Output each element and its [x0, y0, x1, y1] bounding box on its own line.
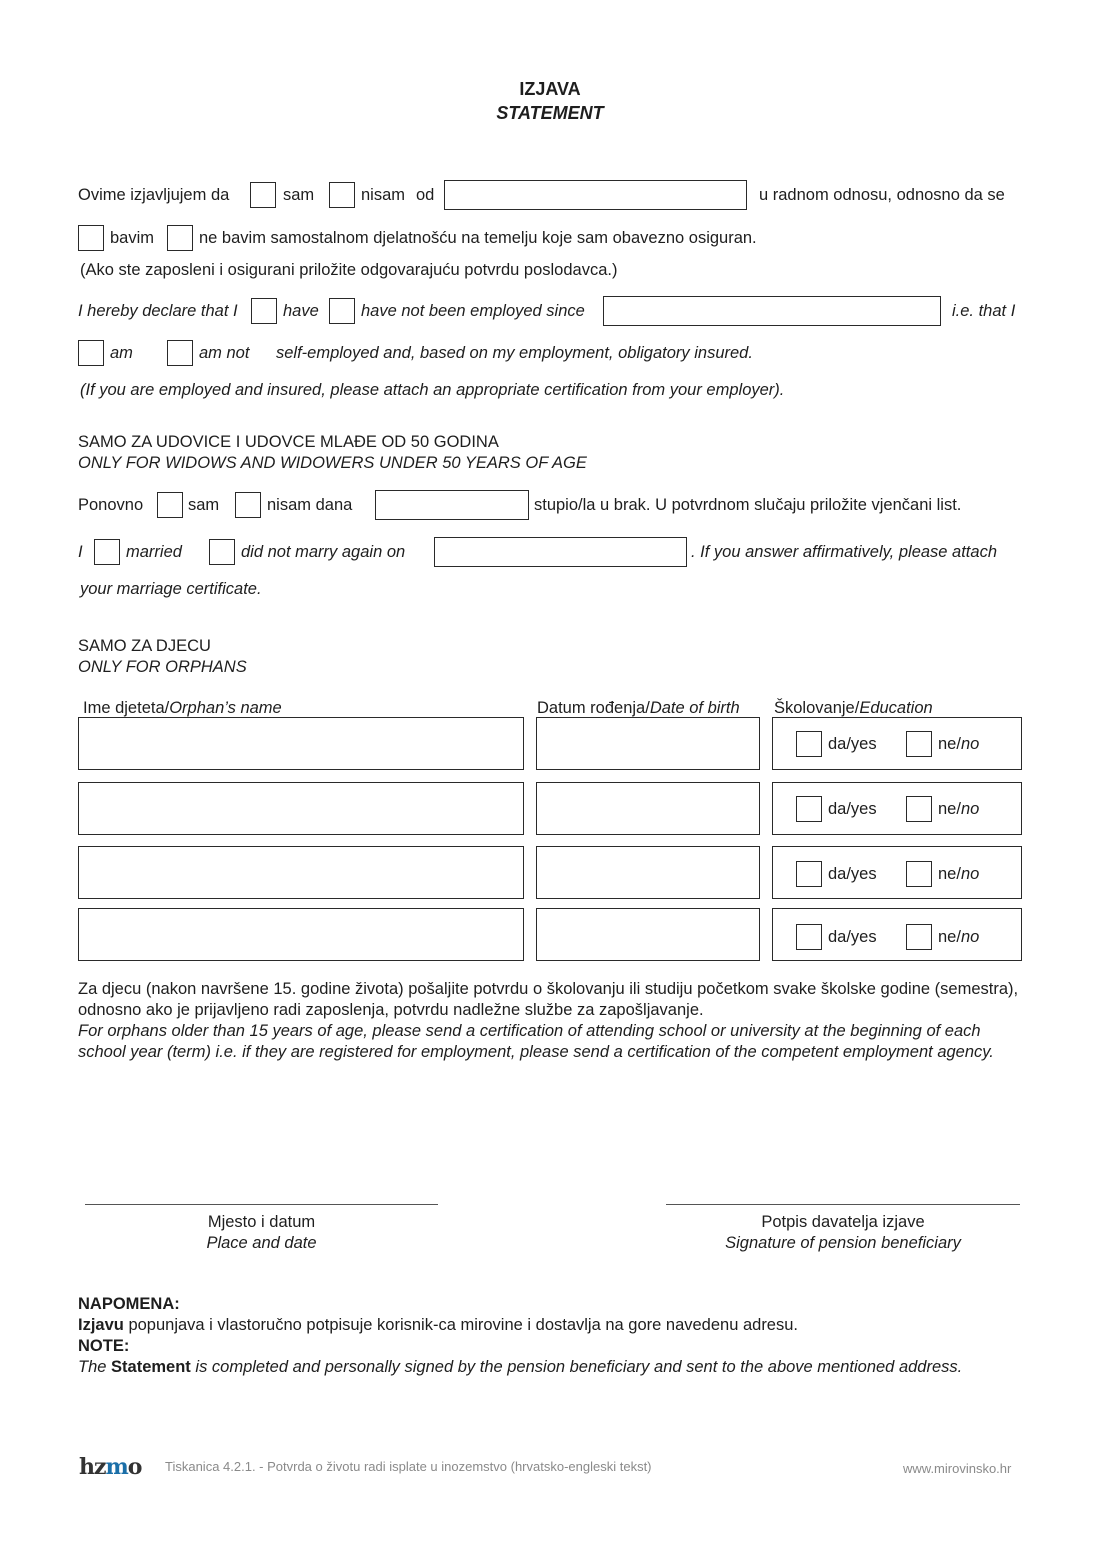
education-no-checkbox[interactable] — [906, 861, 932, 887]
education-no-label-hr: ne/ — [938, 865, 961, 883]
education-no-label — [938, 735, 979, 754]
have-checkbox[interactable] — [251, 298, 277, 324]
widow-nisam-label: nisam dana — [267, 496, 353, 514]
remark-hr — [78, 1316, 798, 1335]
ie-label: i.e. that I — [952, 302, 1016, 320]
orphans-note-en: For orphans older than 15 years of age, please send a certification of attending school or university at the beginning of each school year (term) i.e. if they are registered for employment, please send a certification of the competent employment agency. — [78, 1022, 994, 1061]
education-yes-label: da/yes — [828, 928, 877, 946]
education-yes-checkbox[interactable] — [796, 924, 822, 950]
signature-label-hr: Potpis davatelja izjave — [761, 1213, 925, 1231]
education-no-label — [938, 865, 979, 884]
bavim-checkbox[interactable] — [78, 225, 104, 251]
marriage-text-hr: stupio/la u brak. U potvrdnom slučaju priložite vjenčani list. — [534, 496, 962, 514]
employment-line1-end: u radnom odnosu, odnosno da se — [759, 186, 1005, 204]
od-label: od — [416, 186, 435, 204]
nisam-checkbox[interactable] — [329, 182, 355, 208]
marriage-text-en: . If you answer affirmatively, please attach — [691, 543, 997, 561]
marriage-date-field-hr[interactable] — [375, 490, 529, 520]
logo-text-m: m — [105, 1454, 128, 1480]
remark-hr-rest: popunjava i vlastoručno potpisuje korisnik-ca mirovine i dostavlja na gore navedenu adresu. — [123, 1316, 798, 1334]
title-en: STATEMENT — [496, 103, 604, 123]
education-yes-label: da/yes — [828, 865, 877, 883]
employment-since-field-en[interactable] — [603, 296, 941, 326]
education-no-label-en: no — [960, 800, 980, 818]
nisam-label: nisam — [361, 186, 406, 204]
place-date-label-hr: Mjesto i datum — [207, 1213, 316, 1231]
marriage-text-en-2: your marriage certificate. — [80, 580, 262, 598]
widow-sam-label: sam — [188, 496, 220, 514]
signature-line — [666, 1204, 1020, 1205]
education-no-label-en: no — [960, 865, 980, 883]
ne-bavim-checkbox[interactable] — [167, 225, 193, 251]
education-yes-checkbox[interactable] — [796, 796, 822, 822]
orphans-heading-hr: SAMO ZA DJECU — [78, 637, 211, 655]
website-link[interactable]: www.mirovinsko.hr — [903, 1461, 1012, 1476]
education-no-label-hr: ne/ — [938, 735, 961, 753]
married-checkbox[interactable] — [94, 539, 120, 565]
signature-label-en: Signature of pension beneficiary — [725, 1234, 961, 1252]
widow-i-label: I — [78, 543, 83, 561]
remark-en-bold: Statement — [111, 1358, 191, 1376]
col-header-name — [83, 699, 282, 718]
remark-hr-bold: Izjavu — [78, 1316, 124, 1334]
col-header-education — [774, 699, 933, 718]
col-header-dob — [537, 699, 740, 718]
ponovno-label: Ponovno — [78, 496, 144, 514]
education-yes-checkbox[interactable] — [796, 731, 822, 757]
education-yes-checkbox[interactable] — [796, 861, 822, 887]
orphans-heading-en: ONLY FOR ORPHANS — [78, 658, 247, 676]
orphan-dob-field[interactable] — [536, 846, 760, 899]
education-yes-label: da/yes — [828, 735, 877, 753]
education-no-checkbox[interactable] — [906, 731, 932, 757]
education-no-checkbox[interactable] — [906, 924, 932, 950]
self-employed-text: self-employed and, based on my employment, obligatory insured. — [276, 344, 753, 362]
did-not-marry-checkbox[interactable] — [209, 539, 235, 565]
place-date-label-en: Place and date — [206, 1234, 317, 1252]
col-header-name-en: Orphan’s name — [169, 699, 282, 717]
orphan-dob-field[interactable] — [536, 782, 760, 835]
am-checkbox[interactable] — [78, 340, 104, 366]
note-heading: NOTE: — [78, 1337, 130, 1355]
orphan-dob-field[interactable] — [536, 908, 760, 961]
col-header-education-hr: Školovanje/ — [774, 699, 860, 717]
employer-note-hr: (Ako ste zaposleni i osigurani priložite odgovarajuću potvrdu poslodavca.) — [80, 261, 618, 279]
orphans-note-hr: Za djecu (nakon navršene 15. godine života) pošaljite potvrdu o školovanju ili studiju početkom svake školske godine (semestra), odnosno ako je prijavljeno radi zaposlenja, potvrdu nadležne službe za zapošljavanje. — [78, 980, 1019, 1019]
have-label: have — [283, 302, 319, 320]
education-no-label — [938, 928, 979, 947]
education-no-label-hr: ne/ — [938, 928, 961, 946]
marriage-date-field-en[interactable] — [434, 537, 687, 567]
col-header-dob-en: Date of birth — [649, 699, 740, 717]
remark-en-rest: is completed and personally signed by the pension beneficiary and sent to the above mentioned address. — [190, 1358, 963, 1376]
sam-checkbox[interactable] — [250, 182, 276, 208]
bavim-label: bavim — [110, 229, 155, 247]
education-no-label — [938, 800, 979, 819]
education-no-label-hr: ne/ — [938, 800, 961, 818]
orphan-name-field[interactable] — [78, 717, 524, 770]
did-not-marry-label: did not marry again on — [241, 543, 406, 561]
am-not-checkbox[interactable] — [167, 340, 193, 366]
col-header-name-hr: Ime djeteta/ — [83, 699, 170, 717]
education-no-checkbox[interactable] — [906, 796, 932, 822]
widow-sam-checkbox[interactable] — [157, 492, 183, 518]
employment-since-field-hr[interactable] — [444, 180, 747, 210]
married-label: married — [126, 543, 182, 561]
remark-en-the: The — [78, 1358, 112, 1376]
education-no-label-en: no — [960, 735, 980, 753]
orphan-name-field[interactable] — [78, 908, 524, 961]
orphan-dob-field[interactable] — [536, 717, 760, 770]
orphan-name-field[interactable] — [78, 846, 524, 899]
remark-en — [78, 1358, 962, 1377]
form-identifier: Tiskanica 4.2.1. - Potvrda o životu radi isplate u inozemstvo (hrvatsko-engleski tekst) — [165, 1459, 652, 1474]
title-hr: IZJAVA — [519, 79, 581, 99]
widows-heading-en: ONLY FOR WIDOWS AND WIDOWERS UNDER 50 YEARS OF AGE — [78, 454, 587, 472]
am-label: am — [110, 344, 133, 362]
logo-text-hz: hz — [79, 1454, 106, 1480]
widows-heading-hr: SAMO ZA UDOVICE I UDOVCE MLAĐE OD 50 GODINA — [78, 433, 499, 451]
col-header-education-en: Education — [859, 699, 933, 717]
napomena-heading: NAPOMENA: — [78, 1295, 180, 1313]
employment-intro-hr: Ovime izjavljujem da — [78, 186, 230, 204]
place-date-line — [85, 1204, 438, 1205]
have-not-label: have not been employed since — [361, 302, 585, 320]
employment-intro-en: I hereby declare that I — [78, 302, 238, 320]
am-not-label: am not — [199, 344, 250, 362]
widow-nisam-checkbox[interactable] — [235, 492, 261, 518]
have-not-checkbox[interactable] — [329, 298, 355, 324]
col-header-dob-hr: Datum rođenja/ — [537, 699, 650, 717]
ne-bavim-text: ne bavim samostalnom djelatnošću na temelju koje sam obavezno osiguran. — [199, 229, 757, 247]
sam-label: sam — [283, 186, 315, 204]
education-yes-label: da/yes — [828, 800, 877, 818]
education-no-label-en: no — [960, 928, 980, 946]
employer-note-en: (If you are employed and insured, please attach an appropriate certification from your employer). — [80, 381, 785, 399]
orphan-name-field[interactable] — [78, 782, 524, 835]
logo-text-o: o — [127, 1454, 142, 1480]
hzmo-logo — [79, 1454, 141, 1480]
